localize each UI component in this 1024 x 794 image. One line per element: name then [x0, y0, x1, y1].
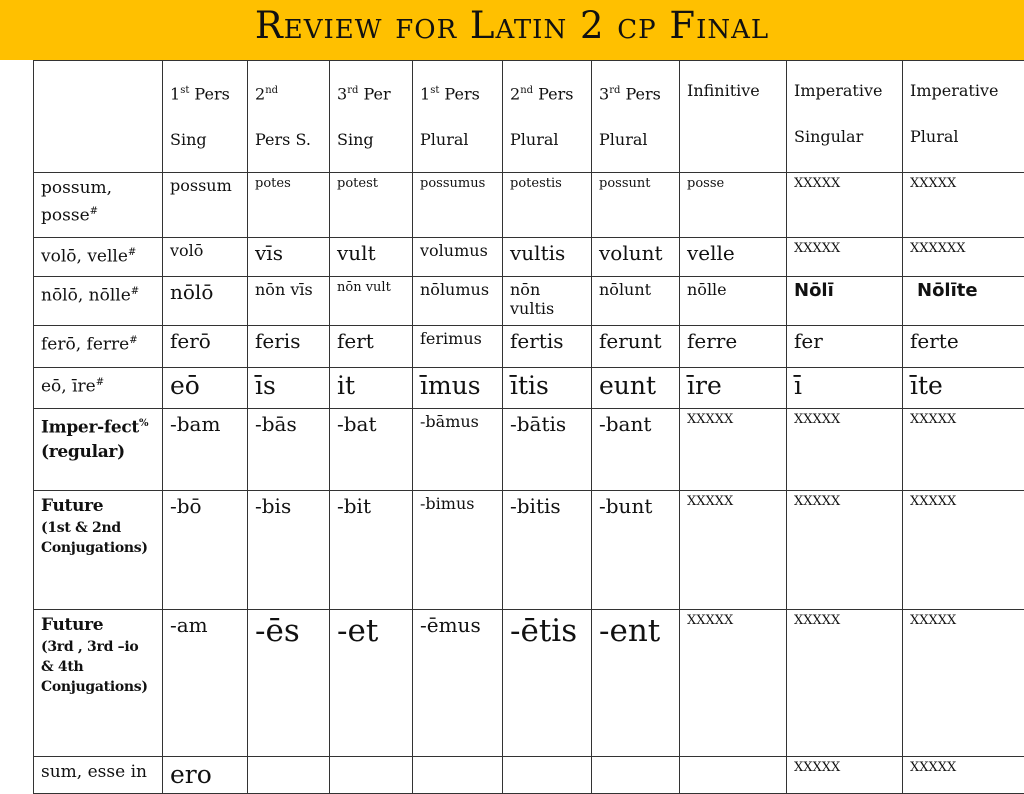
table-cell: fert [330, 326, 413, 368]
column-header: 1st Pers Sing [163, 61, 248, 173]
table-cell: Nōlī [787, 277, 903, 326]
table-cell: posse [680, 173, 787, 238]
table-cell: -ētis [503, 610, 592, 757]
table-cell: XXXXX [903, 173, 1024, 238]
column-header: Imperative Singular [787, 61, 903, 173]
table-cell: nōlle [680, 277, 787, 326]
table-cell: potest [330, 173, 413, 238]
left-margin [0, 60, 33, 768]
table-cell: īmus [413, 368, 503, 409]
table-cell: -bit [330, 491, 413, 610]
table-cell: XXXXX [903, 491, 1024, 610]
conjugation-table [33, 60, 1024, 794]
table-cell [413, 757, 503, 794]
table-cell [680, 757, 787, 794]
table-cell: it [330, 368, 413, 409]
table-cell: -et [330, 610, 413, 757]
table-cell: ero [163, 757, 248, 794]
table-cell: ī [787, 368, 903, 409]
row-header: possum, posse# [34, 173, 163, 238]
table-cell: XXXXX [787, 610, 903, 757]
table-cell: possumus [413, 173, 503, 238]
table-cell: volunt [592, 238, 680, 277]
table-cell: possum [163, 173, 248, 238]
table-cell: nōlō [163, 277, 248, 326]
table-row [34, 491, 1024, 610]
table-cell: XXXXX [787, 173, 903, 238]
table-cell: fertis [503, 326, 592, 368]
table-cell: īte [903, 368, 1024, 409]
column-header: 3rd Pers Plural [592, 61, 680, 173]
table-row [34, 610, 1024, 757]
table-cell: possunt [592, 173, 680, 238]
table-cell [592, 757, 680, 794]
table-cell: XXXXX [903, 757, 1024, 794]
table-cell: nōlunt [592, 277, 680, 326]
table-cell: -bō [163, 491, 248, 610]
row-header: ferō, ferre# [34, 326, 163, 368]
table-cell: ferre [680, 326, 787, 368]
row-header: sum, esse in [34, 757, 163, 794]
table-cell: -am [163, 610, 248, 757]
column-header: Infinitive [680, 61, 787, 173]
table-cell: vultis [503, 238, 592, 277]
table-cell: feris [248, 326, 330, 368]
table-cell: -bitis [503, 491, 592, 610]
table-row [34, 238, 1024, 277]
table-cell: -bat [330, 409, 413, 491]
table-cell: -bam [163, 409, 248, 491]
table-cell: nōn vīs [248, 277, 330, 326]
table-cell: Nōlīte [903, 277, 1024, 326]
table-cell: XXXXX [903, 610, 1024, 757]
table-cell: ferte [903, 326, 1024, 368]
table-row [34, 757, 1024, 794]
header-row [34, 61, 1024, 173]
table-cell: -bunt [592, 491, 680, 610]
column-header: 2nd Pers S. [248, 61, 330, 173]
row-header: Future (3rd , 3rd –io & 4th Conjugations) [34, 610, 163, 757]
table-row [34, 277, 1024, 326]
table-cell: vult [330, 238, 413, 277]
table-cell: XXXXX [787, 491, 903, 610]
table-cell: XXXXX [680, 491, 787, 610]
table-cell: fer [787, 326, 903, 368]
row-header: eō, īre# [34, 368, 163, 409]
table-cell: XXXXX [903, 409, 1024, 491]
table-cell: nōlumus [413, 277, 503, 326]
table-cell: -bātis [503, 409, 592, 491]
table-cell: nōn vultis [503, 277, 592, 326]
table-cell: -ēs [248, 610, 330, 757]
table-cell [503, 757, 592, 794]
column-header: 2nd Pers Plural [503, 61, 592, 173]
table-row [34, 173, 1024, 238]
table-cell: -bimus [413, 491, 503, 610]
corner-cell [34, 61, 163, 173]
table-cell: potestis [503, 173, 592, 238]
column-header: 3rd Per Sing [330, 61, 413, 173]
table-row [34, 326, 1024, 368]
table-row [34, 368, 1024, 409]
table-cell: eunt [592, 368, 680, 409]
table-cell: -ent [592, 610, 680, 757]
table-cell: volumus [413, 238, 503, 277]
table-cell: XXXXX [787, 409, 903, 491]
table-cell: XXXXX [787, 238, 903, 277]
table-cell: XXXXXX [903, 238, 1024, 277]
row-header: Imper-fect% (regular) [34, 409, 163, 491]
table-cell: vīs [248, 238, 330, 277]
table-cell: īre [680, 368, 787, 409]
table-cell: -bāmus [413, 409, 503, 491]
table-cell: -bās [248, 409, 330, 491]
column-header: 1st Pers Plural [413, 61, 503, 173]
table-cell: nōn vult [330, 277, 413, 326]
row-header: Future (1st & 2nd Conjugations) [34, 491, 163, 610]
table-cell: ferunt [592, 326, 680, 368]
page-title: Review for Latin 2 cp Final [0, 4, 1024, 47]
table-cell: -bant [592, 409, 680, 491]
row-header: volō, velle# [34, 238, 163, 277]
table-cell: velle [680, 238, 787, 277]
table-cell: ferō [163, 326, 248, 368]
table-cell: -bis [248, 491, 330, 610]
table-cell: eō [163, 368, 248, 409]
table-cell: volō [163, 238, 248, 277]
table-cell [330, 757, 413, 794]
table-cell: potes [248, 173, 330, 238]
table-row [34, 409, 1024, 491]
table-cell: XXXXX [680, 610, 787, 757]
table-cell: ferimus [413, 326, 503, 368]
table-cell [248, 757, 330, 794]
table-cell: XXXXX [787, 757, 903, 794]
column-header: Imperative Plural [903, 61, 1024, 173]
row-header: nōlō, nōlle# [34, 277, 163, 326]
table-cell: -ēmus [413, 610, 503, 757]
table-cell: XXXXX [680, 409, 787, 491]
table-cell: ītis [503, 368, 592, 409]
table-cell: īs [248, 368, 330, 409]
